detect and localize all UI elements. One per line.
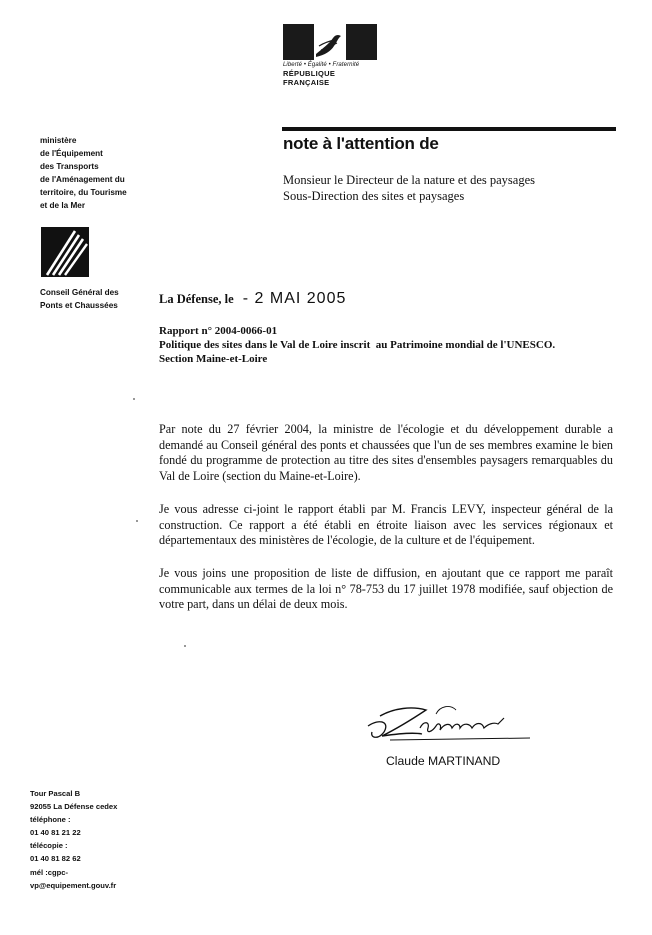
report-reference (159, 324, 555, 366)
recipient-line: Sous-Direction des sites et paysages (283, 189, 465, 203)
date-stamp: - 2 MAI 2005 (242, 290, 347, 307)
republic-name: RÉPUBLIQUE FRANÇAISE (283, 69, 336, 87)
republic-motto: Liberté • Égalité • Fraternité (283, 62, 360, 68)
council-line: Ponts et Chaussées (40, 301, 118, 310)
footer-address (30, 787, 117, 892)
handwritten-signature (360, 688, 540, 750)
ministry-line: des Transports (40, 162, 99, 171)
ministry-line: ministère (40, 136, 77, 145)
ministry-line: de l'Aménagement du (40, 175, 125, 184)
address-line: Tour Pascal B (30, 789, 81, 798)
ministry-block (40, 134, 150, 212)
body-paragraph: Je vous adresse ci-joint le rapport établi par M. Francis LEVY, inspecteur général de la construction. Ce rapport a été établi en étroite liaison avec les services régionaux et départementaux des ministères de l'écologie, de la culture et de l'équipement. (159, 502, 613, 547)
address-line: 01 40 81 82 62 (30, 854, 81, 864)
address-line: téléphone : (30, 815, 71, 825)
address-line: télécopie : (30, 841, 68, 851)
report-subject: Politique des sites dans le Val de Loire inscrit au Patrimoine mondial de l'UNESCO. (159, 339, 556, 351)
recipient-line: Monsieur le Directeur de la nature et des paysages (283, 173, 535, 187)
marianne-flag-icon (283, 24, 377, 60)
recipients (283, 172, 535, 204)
address-line: vp@equipement.gouv.fr (30, 880, 117, 890)
address-line: mél :cgpc- (30, 867, 68, 877)
ministry-line: et de la Mer (40, 201, 86, 210)
body-paragraph: Par note du 27 février 2004, la ministre de l'écologie et du développement durable a demandé au Conseil général des ponts et chaussées que l'un de ses membres examine le bien fondé du programme de protection au titre des sites d'ensembles paysagers remarquables du Val de Loire (section du Maine-et-Loire). (159, 422, 613, 483)
scan-speck (184, 645, 186, 647)
heading-rule (282, 127, 616, 131)
report-number: Rapport n° 2004-0066-01 (159, 325, 278, 337)
council-line: Conseil Général des (40, 288, 119, 297)
date-line (159, 290, 346, 308)
republique-logo (283, 24, 377, 87)
ministry-line: de l'Équipement (40, 149, 103, 158)
council-name (40, 286, 119, 312)
report-section: Section Maine-et-Loire (159, 353, 268, 365)
address-line: 92055 La Défense cedex (30, 802, 118, 812)
signatory-name: Claude MARTINAND (386, 754, 501, 768)
cgpc-logo-icon (41, 227, 89, 277)
scan-speck (133, 398, 135, 400)
address-line: 01 40 81 21 22 (30, 828, 81, 838)
body-paragraph: Je vous joins une proposition de liste de diffusion, en ajoutant que ce rapport me paraît communicable aux termes de la loi n° 78-753 du 17 juillet 1978 modifiée, sauf objection de votre part, dans un délai de deux mois. (159, 566, 613, 611)
ministry-line: territoire, du Tourisme (40, 188, 127, 197)
note-heading: note à l'attention de (283, 134, 439, 153)
scan-speck (136, 520, 138, 522)
date-place: La Défense, le (159, 292, 234, 306)
